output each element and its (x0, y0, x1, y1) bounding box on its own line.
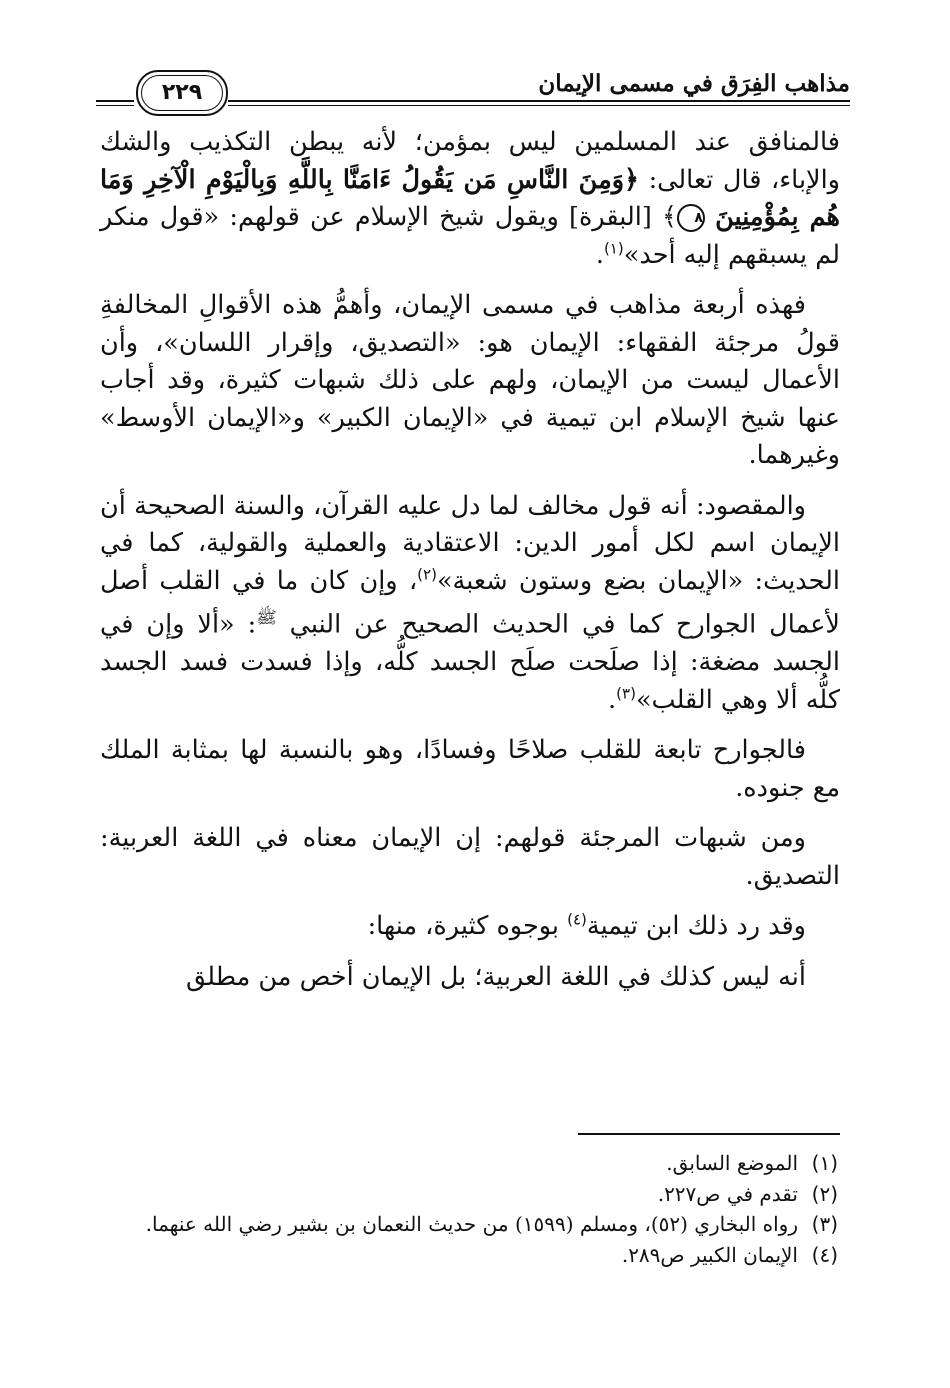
paragraph-text: : «ألا وإن في الجسد مضغة: إذا صلَحت صلَح الجسد كلُّه، وإذا فسدت فسد الجسد كلُّه ألا وهي القلب» (100, 609, 840, 715)
running-title: مذاهب الفِرَق في مسمى الإيمان (538, 70, 850, 97)
paragraph-text: فالمنافق عند المسلمين ليس بمؤمن؛ لأنه يبطن التكذيب والشك والإباء، قال تعالى: (100, 127, 840, 195)
footnote-text: الإيمان الكبير ص٢٨٩. (621, 1242, 798, 1267)
footnote-reference: (٤) (567, 910, 587, 929)
paragraph-2: فهذه أربعة مذاهب في مسمى الإيمان، وأهمُّ هذه الأقوالِ المخالفةِ قولُ مرجئة الفقهاء: الإيمان هو: «التصديق، وإقرار اللسان»، وأن الأعمال ليست من الإيمان، ولهم على ذلك شبهات كثيرة، وقد أجاب عنها شيخ الإسلام ابن تيمية في «الإيمان الكبير» و«الإيمان الأوسط» وغيرهما. (100, 290, 840, 470)
page-number-frame (136, 70, 228, 116)
paragraph-text: . (608, 684, 617, 715)
footnote-number: (١) (811, 1151, 838, 1175)
body-text (100, 124, 840, 1009)
page-number: ٢٢٩ (161, 79, 203, 105)
header-rule (228, 100, 850, 106)
paragraph-text: . (595, 239, 604, 270)
footnotes (118, 1148, 838, 1270)
paragraph-5: ومن شبهات المرجئة قولهم: إن الإيمان معناه في اللغة العربية: التصديق. (100, 823, 840, 891)
paragraph-7: أنه ليس كذلك في اللغة العربية؛ بل الإيمان أخص من مطلق (186, 961, 806, 992)
footnote-separator (578, 1133, 840, 1135)
footnote-number: (٤) (811, 1242, 838, 1267)
footnote-number: (٣) (811, 1212, 838, 1236)
paragraph-text: ، وإن كان ما في القلب أصل لأعمال الجوارح كما في الحديث الصحيح عن النبي (100, 565, 840, 640)
footnote-text: تقدم في ص٢٢٧. (657, 1181, 798, 1206)
page-header (96, 62, 850, 116)
footnote-reference: (١) (603, 239, 624, 257)
paragraph-6 (100, 908, 840, 946)
salla-honorific: ﷺ (256, 608, 277, 628)
footnote-text: الموضع السابق. (666, 1151, 798, 1175)
footnote-item (118, 1209, 838, 1240)
ayah-number-mark: ٨ (677, 204, 705, 232)
paragraph-3 (100, 488, 840, 720)
footnote-reference: (٣) (616, 684, 636, 702)
header-rule-left (96, 100, 134, 106)
footnote-item (118, 1240, 838, 1271)
paragraph-text: بوجوه كثيرة، منها: (367, 911, 568, 941)
footnote-text: رواه البخاري (٥٢)، ومسلم (١٥٩٩) من حديث النعمان بن بشير رضي الله عنهما. (145, 1212, 798, 1236)
quran-verse: ﴿وَمِنَ النَّاسِ مَن يَقُولُ ءَامَنَّا بِاللَّهِ وَبِالْيَوْمِ الْآخِرِ وَمَا هُم بِمُؤْمِنِينَ (100, 164, 840, 232)
paragraph-text: والمقصود: أنه قول مخالف لما دل عليه القرآن، والسنة الصحيحة أن الإيمان اسم لكل أمور الدين: الاعتقادية والعملية والقولية، كما في الحديث: «الإيمان بضع وستون شعبة» (100, 490, 840, 596)
footnote-reference: (٢) (417, 565, 437, 583)
footnote-number: (٢) (811, 1181, 838, 1206)
paragraph-1 (100, 124, 840, 274)
paragraph-text: وقد رد ذلك ابن تيمية (586, 911, 806, 941)
footnote-item (118, 1148, 838, 1179)
paragraph-text: ﴾ [البقرة] ويقول شيخ الإسلام عن قولهم: «قول منكر لم يسبقهم إليه أحد» (100, 202, 840, 270)
paragraph-4: فالجوارح تابعة للقلب صلاحًا وفسادًا، وهو بالنسبة لها بمثابة الملك مع جنوده. (100, 735, 840, 803)
footnote-item (118, 1179, 838, 1210)
